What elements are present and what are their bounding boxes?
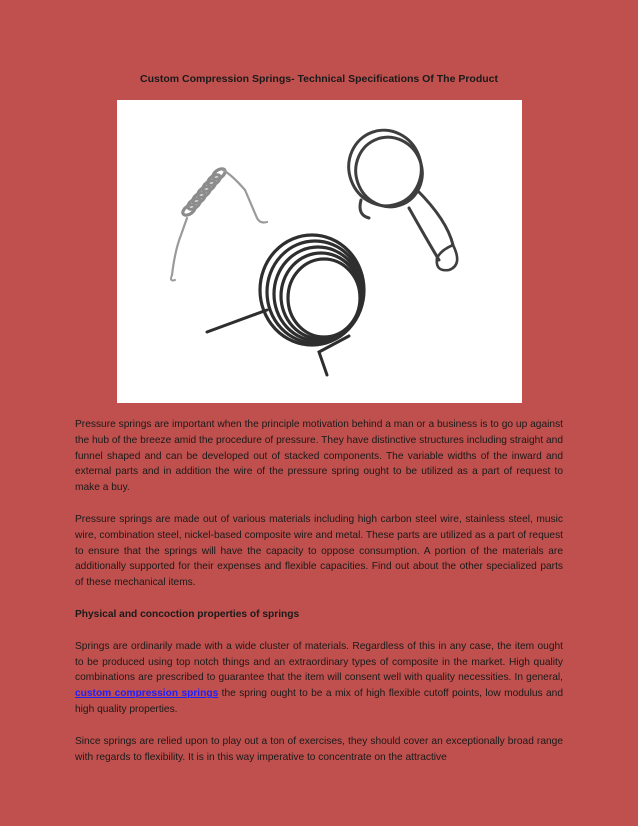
document-body <box>75 417 563 781</box>
springs-photo <box>117 100 522 403</box>
torsion-spring-image <box>338 120 457 270</box>
coil-spring-image <box>207 235 364 375</box>
extension-spring-image <box>171 167 267 281</box>
paragraph-text: the spring ought to be a mix of high flexible cutoff points, low modulus and high quality properties. <box>75 688 563 715</box>
section-heading: Physical and concoction properties of springs <box>75 608 300 620</box>
document-title: Custom Compression Springs- Technical Specifications Of The Product <box>139 73 499 85</box>
paragraph <box>75 639 563 718</box>
paragraph: Since springs are relied upon to play out a ton of exercises, they should cover an exceptionally broad range with regards to flexibility. It is in this way imperative to concentrate on the attractive <box>75 735 563 763</box>
paragraph: Pressure springs are made out of various materials including high carbon steel wire, stainless steel, music wire, combination steel, nickel-based composite wire and metal. These parts are utilized as a part of request to ensure that the springs will have the capacity to oppose consumption. A portion of the materials are additionally supported for their expenses and flexible capacities. Find out about the other specialized parts of these mechanical items. <box>75 513 563 589</box>
paragraph-text: Springs are ordinarily made with a wide cluster of materials. Regardless of this in any case, the item ought to be produced using top notch things and an extraordinary types of composite in the market. High quality combinations are prescribed to guarantee that the item will consent well with quality necessities. In general, <box>75 640 563 684</box>
custom-compression-springs-link[interactable]: custom compression springs <box>75 688 219 700</box>
paragraph: Pressure springs are important when the principle motivation behind a man or a business is to go up against the hub of the breeze amid the procedure of pressure. They have distinctive structures including straight and funnel shaped and can be developed out of stacked components. The variable widths of the inward and external parts and in addition the wire of the pressure spring ought to be utilized as a part of request to make a buy. <box>75 419 563 494</box>
